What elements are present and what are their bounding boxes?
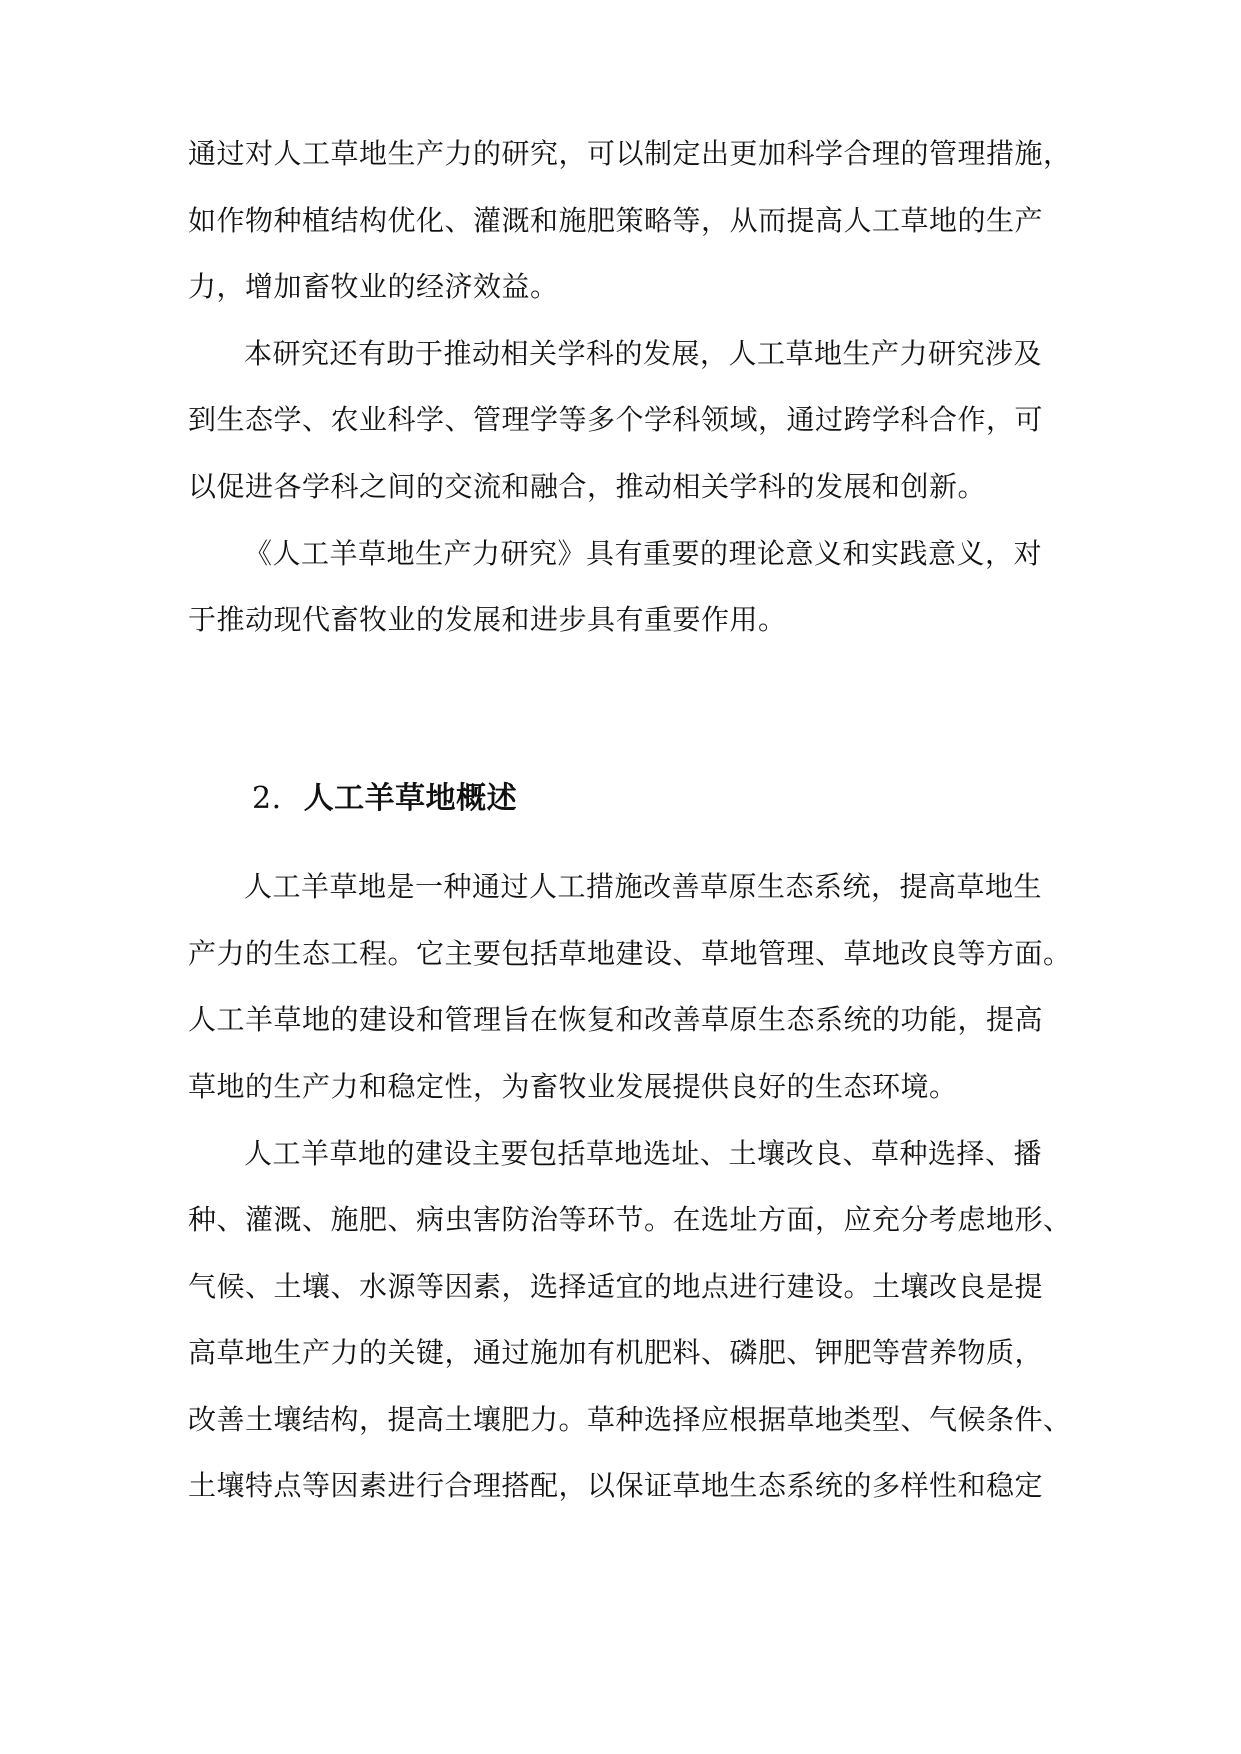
paragraph-3-line-2: 于推动现代畜牧业的发展和进步具有重要作用。 [188,603,787,636]
paragraph-5-line-4: 高草地生产力的关键，通过施加有机肥料、磷肥、钾肥等营养物质， [188,1336,1044,1369]
paragraph-5-line-1: 人工羊草地的建设主要包括草地选址、土壤改良、草种选择、播 [244,1137,1043,1170]
section-heading [252,781,517,817]
section-number: 2. [252,781,282,816]
paragraph-4-line-4: 草地的生产力和稳定性，为畜牧业发展提供良好的生态环境。 [188,1070,958,1103]
paragraph-2-line-1: 本研究还有助于推动相关学科的发展，人工草地生产力研究涉及 [244,337,1043,370]
paragraph-2-line-2: 到生态学、农业科学、管理学等多个学科领域，通过跨学科合作，可 [188,403,1044,436]
paragraph-1-line-1: 通过对人工草地生产力的研究，可以制定出更加科学合理的管理措施， [188,137,1072,170]
section-title: 人工羊草地概述 [303,781,518,816]
paragraph-3-line-1: 《人工羊草地生产力研究》具有重要的理论意义和实践意义，对 [244,537,1043,570]
paragraph-5-line-6: 土壤特点等因素进行合理搭配，以保证草地生态系统的多样性和稳定 [188,1469,1044,1502]
paragraph-1-line-2: 如作物种植结构优化、灌溉和施肥策略等，从而提高人工草地的生产 [188,204,1044,237]
paragraph-5-line-2: 种、灌溉、施肥、病虫害防治等环节。在选址方面，应充分考虑地形、 [188,1203,1072,1236]
paragraph-4-line-3: 人工羊草地的建设和管理旨在恢复和改善草原生态系统的功能，提高 [188,1003,1044,1036]
paragraph-5-line-3: 气候、土壤、水源等因素，选择适宜的地点进行建设。土壤改良是提 [188,1270,1044,1303]
paragraph-5-line-5: 改善土壤结构，提高土壤肥力。草种选择应根据草地类型、气候条件、 [188,1403,1072,1436]
paragraph-4-line-1: 人工羊草地是一种通过人工措施改善草原生态系统，提高草地生 [244,870,1043,903]
paragraph-4-line-2: 产力的生态工程。它主要包括草地建设、草地管理、草地改良等方面。 [188,937,1072,970]
paragraph-2-line-3: 以促进各学科之间的交流和融合，推动相关学科的发展和创新。 [188,470,987,503]
paragraph-1-line-3: 力，增加畜牧业的经济效益。 [188,270,559,303]
